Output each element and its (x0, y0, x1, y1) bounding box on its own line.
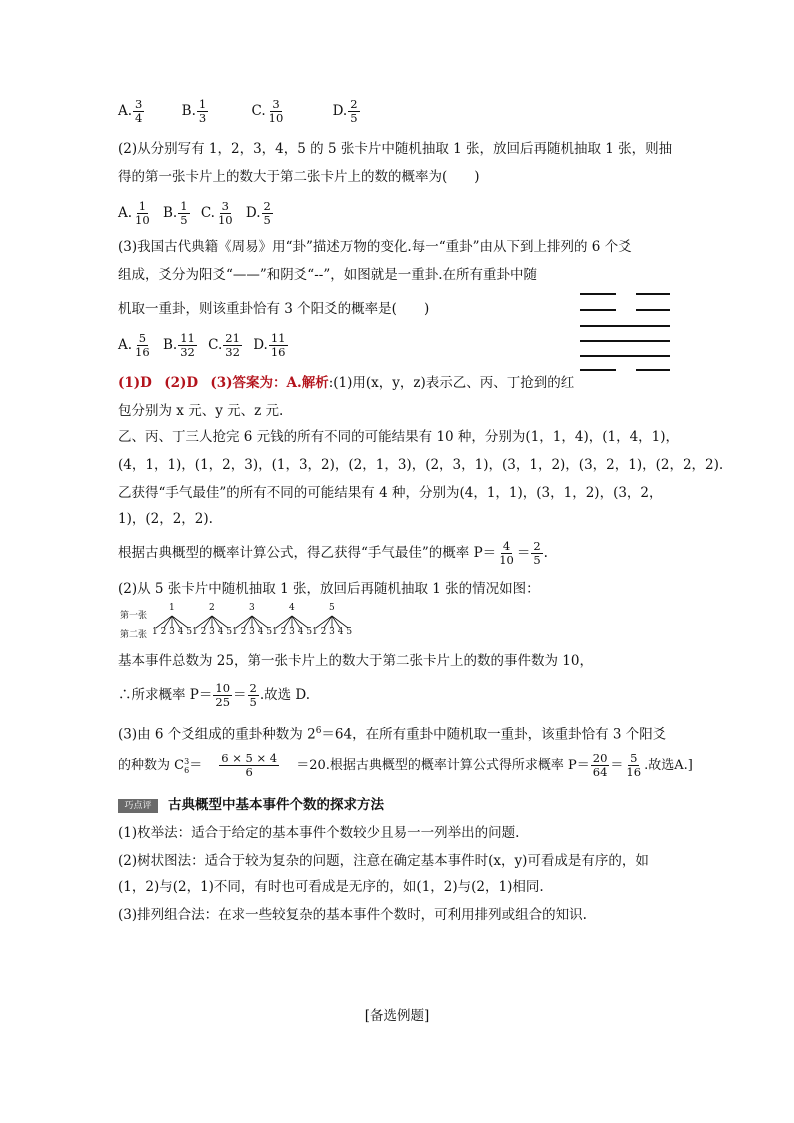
q3-option-a: A. $\frac{5}{16}$ (118, 331, 150, 359)
yang-line (580, 355, 670, 357)
solution-text: :(1)用(x，y，z)表示乙、丙、丁抢到的红 (328, 375, 575, 391)
tip-item: (1)枚举法：适合于给定的基本事件个数较少且易一一列举出的问题. (118, 825, 520, 841)
tree-label-second: 第二张 (120, 630, 148, 640)
tip-item: (3)排列组合法：在求一些较复杂的基本事件个数时，可利用排列或组合的知识. (118, 907, 587, 923)
q2-option-c: C. $\frac{3}{10}$ (200, 199, 233, 227)
q3-option-b: B. $\frac{11}{32}$ (162, 331, 195, 359)
tip-item: (2)树状图法：适合于较为复杂的问题，注意在确定基本事件时(x，y)可看成是有序的，如 (118, 853, 649, 869)
tree-bottom-nodes: 1 2 3 4 5 (192, 627, 233, 637)
q1-options (118, 98, 383, 125)
q3-options (118, 332, 289, 359)
answer-3: (3)答案为：A.解析 (210, 375, 329, 391)
tip-title: 古典概型中基本事件个数的探求方法 (168, 797, 384, 813)
tip-heading (118, 796, 384, 814)
yin-line-right (636, 293, 670, 295)
q2-option-a: A. $\frac{1}{10}$ (118, 199, 150, 227)
q1-option-d: D. $\frac{2}{5}$ (332, 97, 358, 125)
tree-top-node: 1 (169, 603, 175, 613)
yin-line-right (636, 369, 670, 371)
tree-bottom-nodes: 1 2 3 4 5 (232, 627, 273, 637)
solution-line-9: 基本事件总数为 25，第一张卡片上的数大于第二张卡片上的数的事件数为 10， (118, 653, 593, 669)
solution-line-12: 的种数为 C 3 6 ＝ $\frac{6 \times 5 \times 4}{6}$ ＝20.根据古典概型的概率计算公式得所求概率 P＝ $\frac{20}{64}$ ＝ $\frac{5}{16}$ .故选A.] (118, 751, 693, 779)
yang-line (580, 325, 670, 327)
q3-option-c: C. $\frac{21}{32}$ (208, 331, 240, 359)
solution-line-5: 乙获得“手气最佳”的所有不同的可能结果有 4 种，分别为(4，1，1)，(3，1，2)，(3，2， (118, 485, 663, 501)
answer-2: (2)D (164, 375, 199, 391)
answer-line-1 (118, 374, 574, 392)
q3-text-line-3: 机取一重卦，则该重卦恰有 3 个阳爻的概率是( ) (118, 301, 430, 317)
tree-bottom-nodes: 1 2 3 4 5 (272, 627, 313, 637)
tip-item: (1，2)与(2，1)不同，有时也可看成是无序的，如(1，2)与(2，1)相同. (118, 879, 544, 895)
q3-text-line-1: (3)我国古代典籍《周易》用“卦”描述万物的变化.每一“重卦”由从下到上排列的 6 个爻 (118, 239, 632, 255)
backup-examples-heading: [备选例题] (364, 1008, 430, 1024)
q1-option-c: C. $\frac{3}{10}$ (251, 97, 284, 125)
yin-line-left (580, 309, 616, 311)
yin-line-left (580, 369, 616, 371)
solution-line-10: ∴所求概率 P＝ $\frac{10}{25}$ ＝ $\frac{2}{5}$ .故选 D. (118, 681, 311, 709)
tree-top-node: 3 (249, 603, 255, 613)
q2-option-b: B. $\frac{1}{5}$ (162, 199, 188, 227)
solution-line-4: (4，1，1)，(1，2，3)，(1，3，2)，(2，1，3)，(2，3，1)，(3，1，2)，(3，2，1)，(2，2，2). (118, 457, 724, 473)
tree-top-node: 4 (289, 603, 295, 613)
q2-option-d: D. $\frac{2}{5}$ (245, 199, 271, 227)
yin-line-left (580, 293, 616, 295)
tree-bottom-nodes: 1 2 3 4 5 (152, 627, 193, 637)
yang-line (580, 340, 670, 342)
q1-option-b: B. $\frac{1}{3}$ (181, 97, 207, 125)
solution-line-3: 乙、丙、丁三人抢完 6 元钱的所有不同的可能结果有 10 种，分别为(1，1，4)，(1，4，1)， (118, 429, 680, 445)
q2-text-line-2: 得的第一张卡片上的数大于第二张卡片上的数的概率为( ) (118, 169, 480, 185)
q2-options (118, 200, 274, 227)
tip-badge: 巧点评 (118, 799, 158, 813)
q2-text-line-1: (2)从分别写有 1，2，3，4，5 的 5 张卡片中随机抽取 1 张，放回后再随机抽取 1 张，则抽 (118, 141, 673, 157)
tree-label-first: 第一张 (120, 611, 148, 621)
solution-line-8: (2)从 5 张卡片中随机抽取 1 张，放回后再随机抽取 1 张的情况如图： (118, 581, 540, 597)
q1-option-a: A. $\frac{3}{4}$ (118, 97, 143, 125)
tree-top-node: 2 (209, 603, 215, 613)
solution-line-7: 根据古典概型的概率计算公式，得乙获得“手气最佳”的概率 P＝ $\frac{4}{10}$ ＝ $\frac{2}{5}$ . (118, 539, 548, 567)
solution-line-2: 包分别为 x 元、y 元、z 元. (118, 403, 284, 419)
solution-line-11: (3)由 6 个爻组成的重卦种数为 $2^6=64$，在所有重卦中随机取一重卦，该重卦恰有 3 个阳爻 (118, 726, 667, 743)
tree-bottom-nodes: 1 2 3 4 5 (312, 627, 353, 637)
answer-1: (1)D (118, 375, 152, 391)
tree-top-node: 5 (329, 603, 335, 613)
q3-option-d: D. $\frac{11}{16}$ (253, 331, 286, 359)
q3-text-line-2: 组成，爻分为阳爻“——”和阴爻“--”，如图就是一重卦.在所有重卦中随 (118, 267, 538, 283)
solution-line-6: 1)，(2，2，2). (118, 511, 213, 527)
yin-line-right (636, 309, 670, 311)
